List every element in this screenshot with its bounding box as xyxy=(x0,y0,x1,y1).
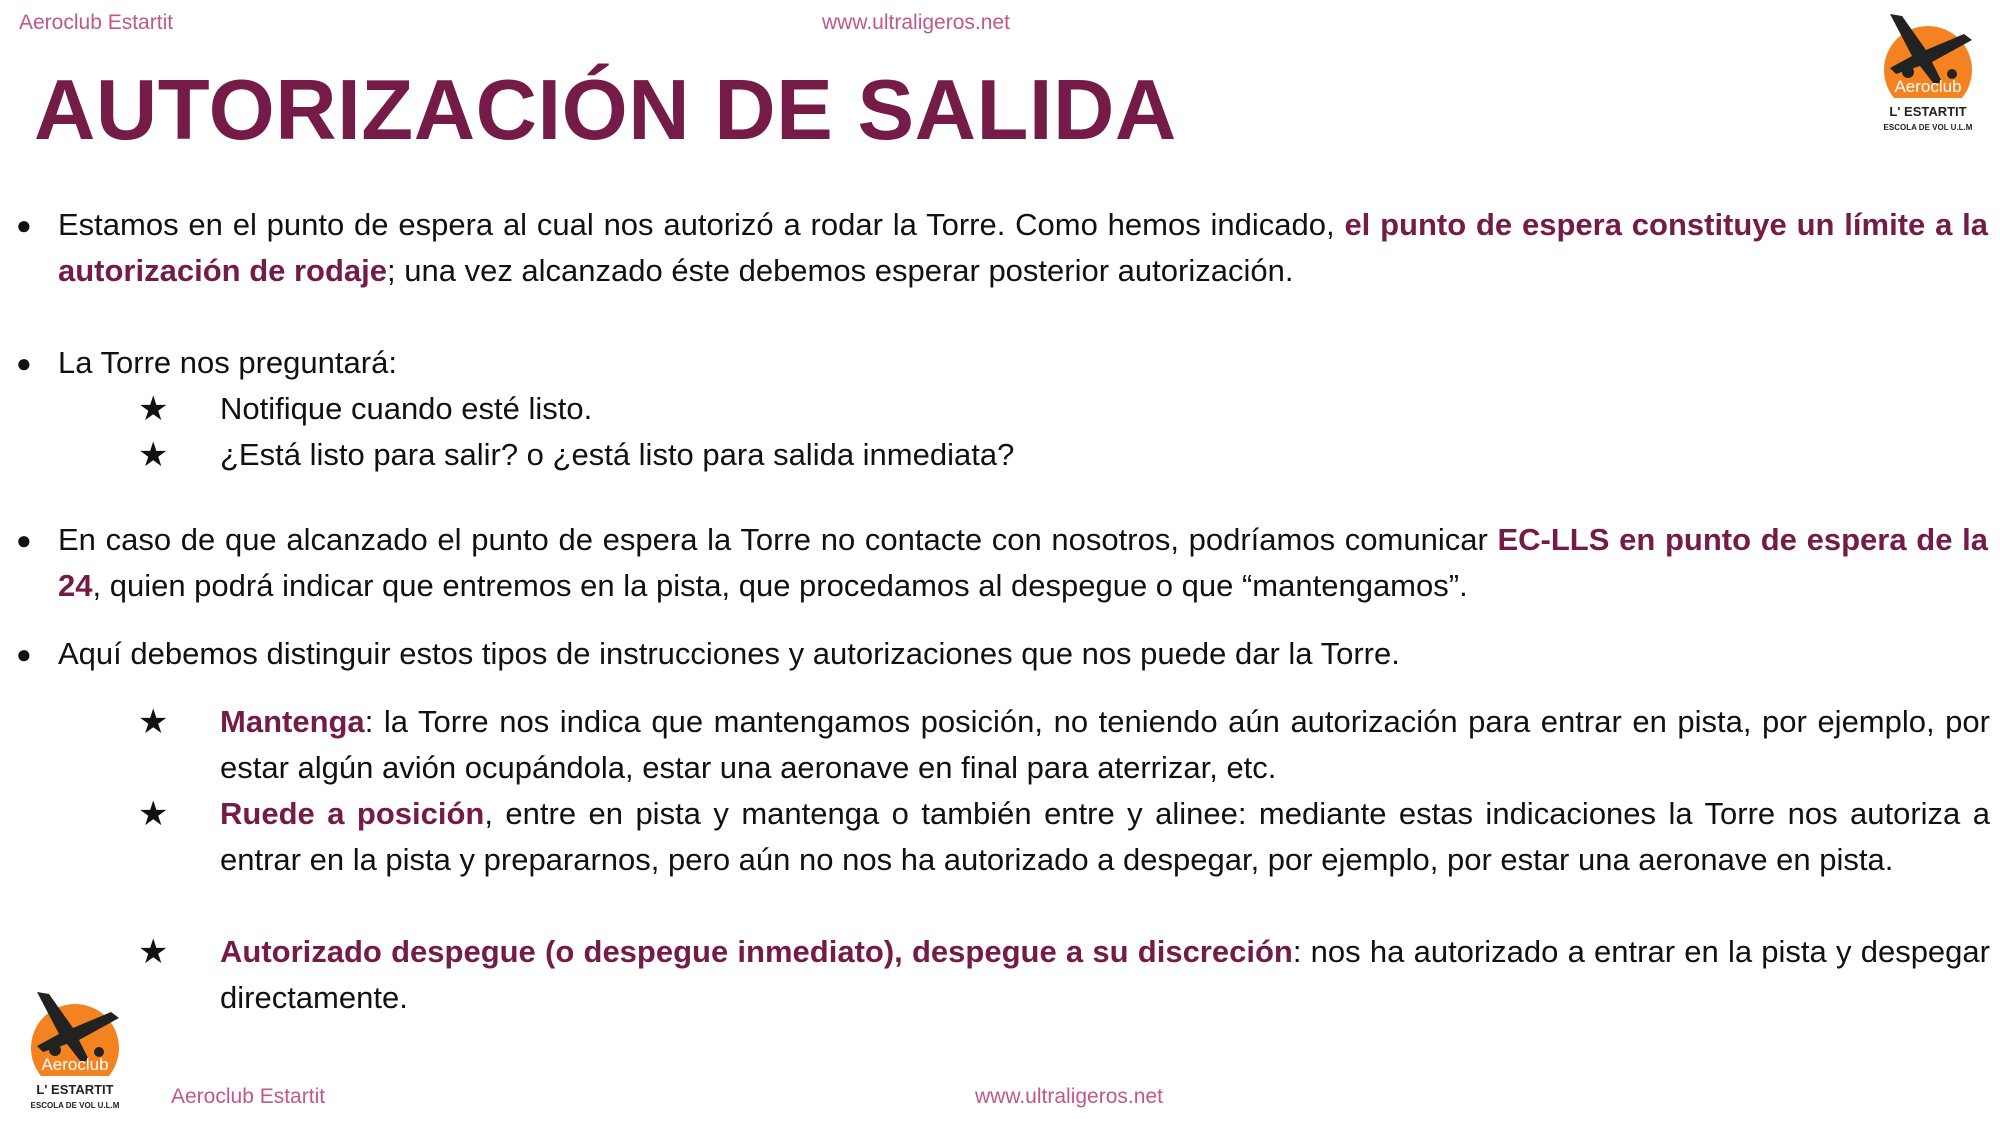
paragraph-3-highlight: EC-LLS en punto de espera de la 24 xyxy=(58,522,1988,603)
paragraph-1-highlight: el punto de espera constituye un límite a la autorización de rodaje xyxy=(58,207,1988,288)
page-title: AUTORIZACIÓN DE SALIDA xyxy=(34,63,1177,158)
footer-url[interactable]: www.ultraligeros.net xyxy=(975,1085,1163,1108)
bullet-icon: ● xyxy=(16,525,32,555)
paragraph-3-text-b: , quien podrá indicar que entremos en la pista, que procedamos al despegue o que “mantengamos”. xyxy=(92,568,1468,603)
logo-line2: ESCOLA DE VOL U.L.M xyxy=(1883,123,1973,132)
paragraph-2 xyxy=(16,340,1988,386)
list-item-text: Notifique cuando esté listo. xyxy=(220,391,593,426)
paragraph-1-text-a: Estamos en el punto de espera al cual nos autorizó a rodar la Torre. Como hemos indicado, xyxy=(58,207,1345,242)
list-item-text: : la Torre nos indica que mantengamos posición, no teniendo aún autorización para entrar en pista, por ejemplo, por estar algún avión ocupándola, estar una aeronave en final para aterrizar, etc. xyxy=(220,704,1990,785)
list-item xyxy=(138,699,1990,791)
aeroclub-logo-bottom xyxy=(15,990,135,1118)
paragraph-1 xyxy=(16,202,1988,294)
list-item xyxy=(138,432,1990,478)
list-item-term: Autorizado despegue (o despegue inmediato), despegue a su discreción xyxy=(220,934,1293,969)
list-item-text: ¿Está listo para salir? o ¿está listo para salida inmediata? xyxy=(220,437,1015,472)
bullet-icon: ● xyxy=(16,348,32,378)
paragraph-3-text-a: En caso de que alcanzado el punto de espera la Torre no contacte con nosotros, podríamos comunicar xyxy=(58,522,1498,557)
paragraph-2-text: La Torre nos preguntará: xyxy=(58,345,397,380)
logo-line2: ESCOLA DE VOL U.L.M xyxy=(30,1101,120,1110)
paragraph-1-text-b: ; una vez alcanzado éste debemos esperar posterior autorización. xyxy=(387,253,1294,288)
paragraph-4 xyxy=(16,631,1988,677)
logo-name: Aeroclub xyxy=(1894,77,1962,96)
header-org: Aeroclub Estartit xyxy=(19,11,174,34)
star-icon: ★ xyxy=(138,390,169,428)
list-item xyxy=(138,929,1990,1021)
list-item-term: Ruede a posición xyxy=(220,796,485,831)
paragraph-4-text: Aquí debemos distinguir estos tipos de instrucciones y autorizaciones que nos puede dar la Torre. xyxy=(58,636,1400,671)
logo-name: Aeroclub xyxy=(41,1055,109,1074)
list-item-text: : nos ha autorizado a entrar en la pista y despegar directamente. xyxy=(220,934,1990,1015)
list-item xyxy=(138,386,1990,432)
star-icon: ★ xyxy=(138,933,169,971)
star-icon: ★ xyxy=(138,795,169,833)
logo-line1: L' ESTARTIT xyxy=(1889,104,1967,119)
footer-org: Aeroclub Estartit xyxy=(171,1085,326,1108)
header-url[interactable]: www.ultraligeros.net xyxy=(822,11,1010,34)
aeroclub-logo-top xyxy=(1868,12,1988,140)
paragraph-3 xyxy=(16,517,1988,609)
list-item-text: , entre en pista y mantenga o también entre y alinee: mediante estas indicaciones la Torre nos autoriza a entrar en la pista y prepararnos, pero aún no nos ha autorizado a despegar, por ejemplo, por estar una aeronave en pista. xyxy=(220,796,1990,877)
list-item-term: Mantenga xyxy=(220,704,365,739)
star-icon: ★ xyxy=(138,703,169,741)
bullet-icon: ● xyxy=(16,639,32,669)
star-icon: ★ xyxy=(138,436,169,474)
logo-line1: L' ESTARTIT xyxy=(36,1082,114,1097)
bullet-icon: ● xyxy=(16,210,32,240)
list-item xyxy=(138,791,1990,883)
